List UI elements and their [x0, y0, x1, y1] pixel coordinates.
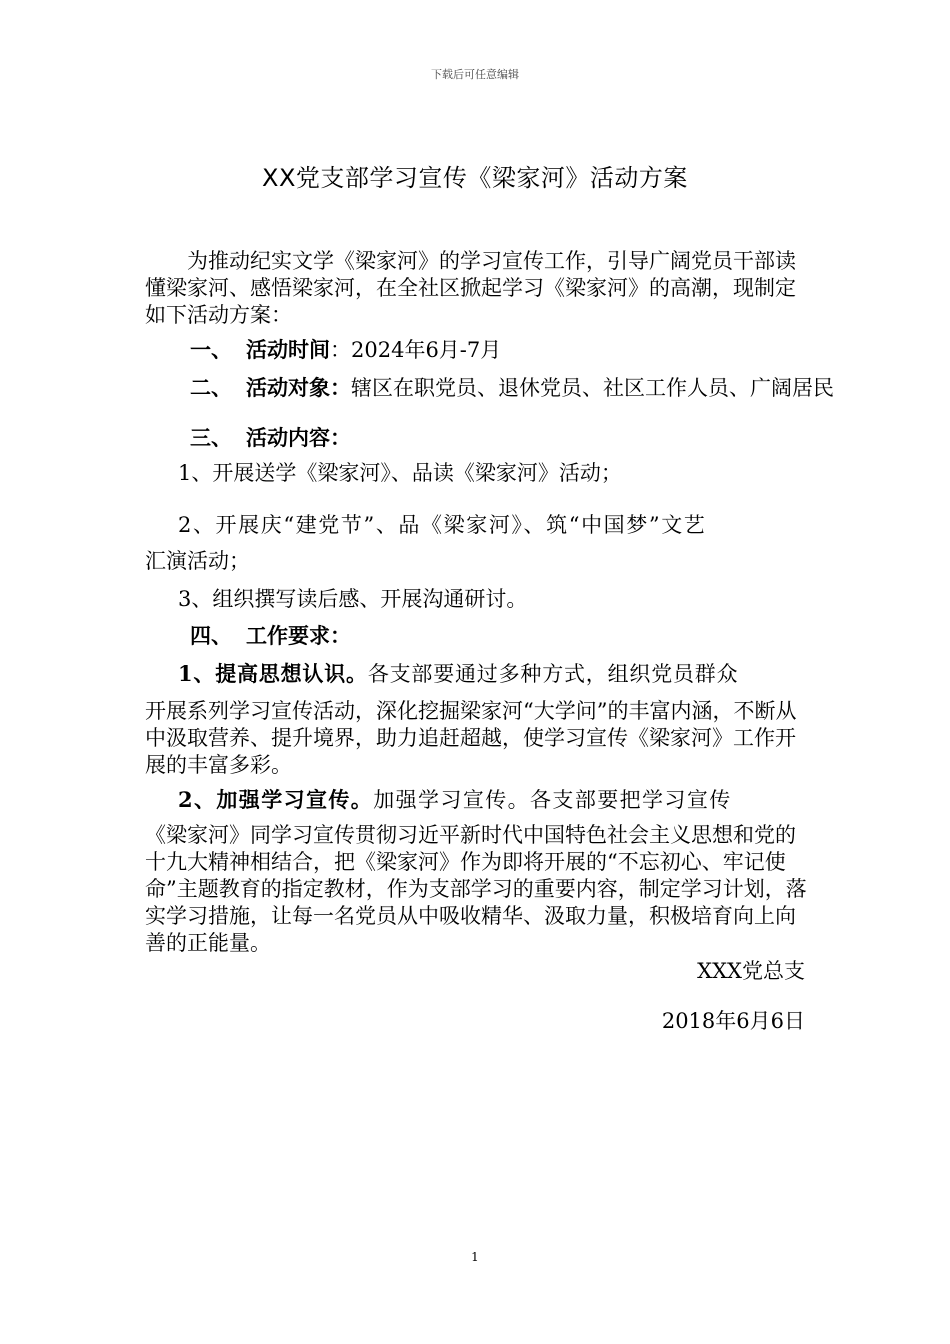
section-activity-target: [190, 374, 846, 402]
content-item-3: 3、组织撰写读后感、开展沟通研讨。: [178, 587, 528, 611]
content-item-1: 1、开展送学《梁家河》、品读《梁家河》活动；: [178, 461, 622, 485]
signature-date: 2018年6月6日: [661, 1009, 805, 1033]
content-item-2: 2、开展庆“建党节”、品《梁家河》、筑“中国梦”文艺: [178, 513, 707, 537]
document-title: XX党支部学习宣传《梁家河》活动方案: [262, 164, 688, 192]
requirement-1-lead: 1、提高思想认识。: [178, 661, 368, 686]
requirement-1-text: 各支部要通过多种方式，组织党员群众: [367, 662, 739, 686]
content-item-2-continued: 汇演活动；: [145, 549, 250, 573]
requirement-2-text: 加强学习宣传。各支部要把学习宣传: [373, 788, 732, 812]
signature: XXX党总支: [697, 959, 805, 983]
section-content: [246, 336, 846, 364]
page-number: 1: [471, 1250, 479, 1264]
section-number: 三、: [190, 425, 232, 450]
section-work-requirements: [190, 622, 846, 649]
requirement-2-first-line: [178, 786, 732, 814]
requirement-1-body: 开展系列学习宣传活动，深化挖掘梁家河“大学问”的丰富内涵，不断从中汲取营养、提升境界，助力追赶超越，使学习宣传《梁家河》工作开展的丰富多彩。: [145, 699, 797, 777]
section-text: ：2024年6月-7月: [330, 338, 502, 362]
intro-paragraph: 为推动纪实文学《梁家河》的学习宣传工作，引导广阔党员干部读懂梁家河、感悟梁家河，在全社区掀起学习《梁家河》的高潮，现制定如下活动方案：: [145, 249, 796, 327]
section-number: 二、: [190, 375, 232, 400]
section-number: 四、: [190, 623, 232, 648]
section-number: 一、: [190, 337, 232, 362]
header-note: 下载后可任意编辑: [431, 68, 519, 81]
section-activity-time: [190, 336, 846, 364]
requirement-2-lead: 2、加强学习宣传。: [178, 787, 374, 812]
requirement-1-first-line: [178, 660, 738, 688]
section-label: 工作要求：: [246, 623, 351, 648]
section-label: 活动时间: [246, 337, 330, 362]
section-activity-content: [190, 424, 846, 451]
requirement-2-body: 《梁家河》同学习宣传贯彻习近平新时代中国特色社会主义思想和党的十九大精神相结合，把《梁家河》作为即将开展的“不忘初心、牢记使命”主题教育的指定教材，作为支部学习的重要内容，制定学习计划，落实学习措施，让每一名党员从中吸收精华、汲取力量，积极培育向上向善的正能量。: [145, 823, 807, 955]
section-text: 辖区在职党员、退休党员、社区工作人员、广阔居民: [351, 376, 834, 400]
section-content: [246, 374, 846, 402]
section-label: 活动内容：: [246, 425, 351, 450]
section-label: 活动对象：: [246, 375, 351, 400]
